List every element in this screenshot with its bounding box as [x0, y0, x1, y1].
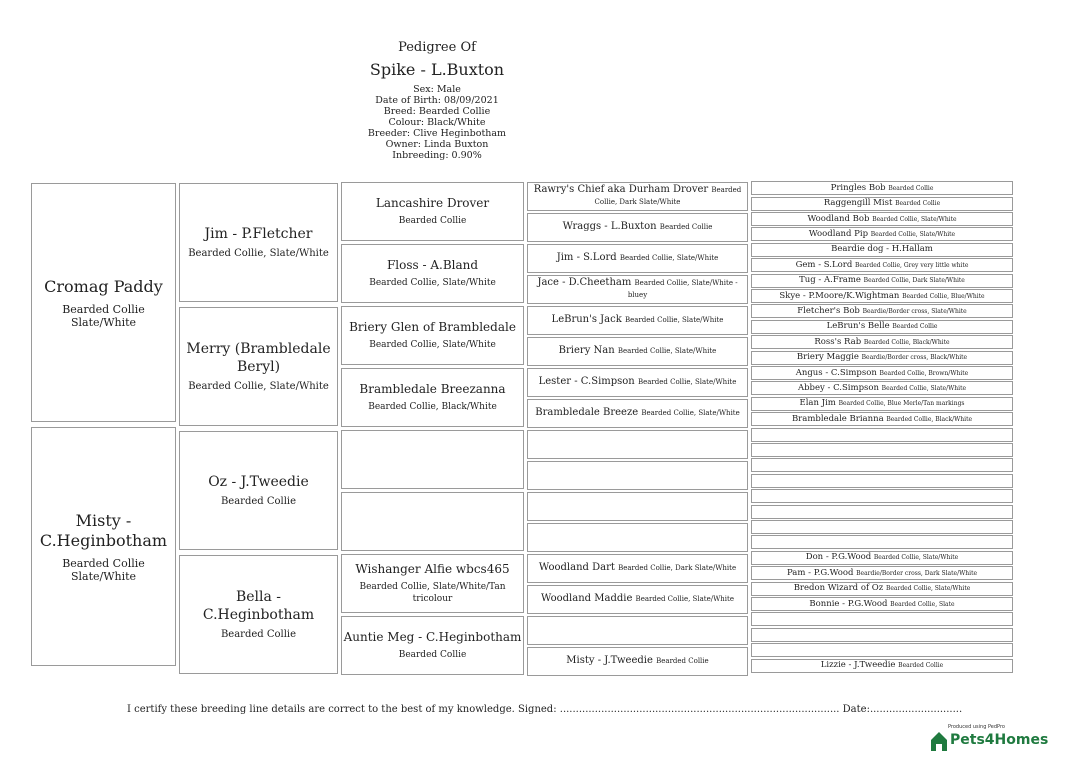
dog-title: Spike - L.Buxton	[369, 60, 505, 79]
ancestor-detail: Bearded Collie, Slate/White	[637, 378, 737, 386]
ancestor-detail: Bearded Collie, Slate/White	[885, 585, 971, 593]
ancestor-detail: Bearded Collie, Slate/White	[188, 381, 329, 392]
ancestor-detail: Beardie/Border cross, Slate/White	[862, 307, 967, 315]
ancestor-line	[797, 352, 967, 363]
ancestor-line	[798, 383, 966, 394]
ancestor-gen4-5	[527, 306, 748, 335]
ancestor-gen4-7	[527, 368, 748, 397]
ancestor-line	[796, 260, 969, 271]
ancestor-detail: Bearded Collie, Slate/White	[625, 316, 724, 324]
ancestor-gen2-3	[179, 431, 338, 550]
ancestor-gen4-8	[527, 399, 748, 428]
ancestor-name: LeBrun's Belle	[826, 321, 890, 332]
ancestor-line	[531, 184, 744, 208]
ancestor-name: Bonnie - P.G.Wood	[809, 598, 888, 609]
ancestor-line	[787, 568, 977, 579]
ancestor-line	[797, 306, 966, 317]
ancestor-gen5-8	[751, 289, 1013, 303]
ancestor-line	[806, 552, 958, 563]
ancestor-gen5-11	[751, 335, 1013, 349]
ancestor-name: Misty - C.Heginbotham	[39, 510, 168, 550]
ancestor-gen5-31	[751, 643, 1013, 657]
ancestor-name: Jim - P.Fletcher	[204, 226, 313, 242]
ancestor-name: Brambledale Breeze	[535, 407, 639, 418]
ancestor-detail: Bearded Collie	[220, 629, 297, 640]
ancestor-name: Brambledale Brianna	[791, 413, 884, 424]
ancestor-name: Fletcher's Bob	[797, 305, 860, 316]
ancestor-gen5-13	[751, 366, 1013, 380]
ancestor-name: Lizzie - J.Tweedie	[820, 660, 896, 671]
ancestor-name: Merry (Brambledale Beryl)	[186, 341, 331, 375]
ancestor-detail: Bearded Collie, Dark Slate/White	[863, 277, 965, 285]
ancestor-colour: Slate/White	[70, 569, 137, 583]
ancestor-name: Auntie Meg - C.Heginbotham	[343, 630, 522, 644]
ancestor-detail: Bearded Collie, Slate/White	[635, 595, 734, 603]
ancestor-detail: Bearded Collie, Brown/White	[879, 369, 969, 377]
ancestor-name: Misty - J.Tweedie	[566, 655, 653, 666]
ancestor-line	[799, 275, 965, 286]
ancestor-gen5-9	[751, 304, 1013, 318]
ancestor-gen4-3	[527, 244, 748, 273]
ancestor-name: Gem - S.Lord	[795, 259, 853, 270]
ancestor-gen3-4	[341, 368, 524, 427]
ancestor-detail: Bearded Collie, Slate/White	[641, 409, 740, 417]
ancestor-gen3-6	[341, 492, 524, 551]
owner-line: Owner: Linda Buxton	[385, 139, 489, 150]
ancestor-detail: Bearded Collie, Slate/White	[617, 347, 717, 355]
ancestor-name: Lester - C.Simpson	[538, 376, 635, 387]
ancestor-name: Cromag Paddy	[44, 276, 163, 296]
ancestor-name: Wraggs - L.Buxton	[562, 221, 657, 232]
ancestor-gen2-1	[179, 183, 338, 302]
ancestor-name: Briery Nan	[558, 345, 615, 356]
ancestor-line	[531, 277, 744, 301]
ancestor-detail: Bearded Collie, Slate/White	[870, 230, 956, 238]
ancestor-gen5-32	[751, 659, 1013, 673]
ancestor-gen4-14	[527, 585, 748, 614]
ancestor-gen3-5	[341, 430, 524, 489]
ancestor-gen3-3	[341, 306, 524, 365]
ancestor-gen5-16	[751, 412, 1013, 426]
ancestor-name: Don - P.G.Wood	[805, 552, 872, 563]
ancestor-breed: Bearded Collie	[62, 302, 145, 316]
ancestor-line	[794, 583, 971, 594]
ancestor-line	[831, 244, 933, 255]
ancestor-gen5-6	[751, 258, 1013, 272]
ancestor-gen5-7	[751, 274, 1013, 288]
ancestor-gen5-19	[751, 458, 1013, 472]
ancestor-name: Woodland Dart	[538, 562, 615, 573]
ancestor-detail: Bearded Collie	[656, 657, 709, 665]
ancestor-line	[539, 376, 737, 388]
ancestor-detail: Bearded Collie, Slate/White	[873, 554, 959, 562]
ancestor-gen5-15	[751, 397, 1013, 411]
ancestor-name: Lancashire Drover	[375, 196, 490, 210]
ancestor-gen5-4	[751, 227, 1013, 241]
ancestor-gen5-23	[751, 520, 1013, 534]
ancestor-gen4-16	[527, 647, 748, 676]
ancestor-detail: Bearded Collie	[220, 496, 297, 507]
ancestor-detail: Bearded Collie, Black/White	[368, 402, 497, 412]
ancestor-name: Woodland Maddie	[541, 593, 633, 604]
ancestor-detail: Bearded Collie, Black/White	[886, 415, 973, 423]
ancestor-detail: Bearded Collie, Slate/White	[188, 248, 329, 259]
breed-line: Breed: Bearded Collie	[383, 106, 491, 117]
ancestor-gen4-4	[527, 275, 748, 304]
ancestor-breed: Bearded Collie	[62, 556, 145, 570]
ancestor-detail: Bearded Collie, Black/White	[863, 338, 950, 346]
ancestor-gen4-1	[527, 182, 748, 211]
pets4homes-logo	[930, 722, 1060, 754]
ancestor-detail: Bearded Collie, Blue Merle/Tan markings	[838, 400, 965, 408]
ancestor-line	[831, 183, 934, 194]
ancestor-line	[796, 368, 968, 379]
colour-line: Colour: Black/White	[388, 117, 486, 128]
certification-line: I certify these breeding line details are correct to the best of my knowledge. Signed: ........................................................................................ Date:.............................	[127, 704, 963, 715]
ancestor-detail: Bearded Collie	[398, 650, 467, 660]
ancestor-line	[535, 407, 740, 419]
dob-line: Date of Birth: 08/09/2021	[375, 95, 499, 106]
ancestor-detail: Bearded Collie, Dark Slate/White	[594, 186, 742, 206]
ancestor-detail: Beardie/Border cross, Dark Slate/White	[856, 569, 978, 577]
ancestor-line	[557, 252, 719, 264]
ancestor-name: Woodland Pip	[808, 228, 869, 239]
ancestor-detail: Bearded Collie	[398, 216, 467, 226]
ancestor-gen1-2	[31, 427, 176, 666]
ancestor-name: Briery Maggie	[796, 352, 859, 363]
ancestor-detail: Bearded Collie, Slate/White	[369, 340, 496, 350]
ancestor-gen5-14	[751, 381, 1013, 395]
ancestor-gen2-2	[179, 307, 338, 426]
ancestor-detail: Bearded Collie	[659, 223, 713, 231]
ancestor-gen5-3	[751, 212, 1013, 226]
ancestor-line	[779, 291, 984, 302]
ancestor-name: Elan Jim	[799, 398, 836, 409]
ancestor-detail: Bearded Collie, Dark Slate/White	[618, 564, 737, 572]
ancestor-detail: Bearded Collie	[898, 662, 944, 670]
ancestor-gen4-10	[527, 461, 748, 490]
ancestor-gen5-2	[751, 197, 1013, 211]
ancestor-line	[559, 345, 717, 357]
ancestor-gen4-9	[527, 430, 748, 459]
inbreeding-line: Inbreeding: 0.90%	[392, 150, 482, 161]
ancestor-gen5-18	[751, 443, 1013, 457]
ancestor-name: Briery Glen of Brambledale	[349, 320, 516, 334]
ancestor-name: Beardie dog - H.Hallam	[831, 244, 933, 255]
ancestor-gen3-2	[341, 244, 524, 303]
ancestor-line	[824, 198, 940, 209]
dog-details	[337, 84, 537, 161]
ancestor-name: Jim - S.Lord	[556, 252, 617, 263]
ancestor-gen4-12	[527, 523, 748, 552]
ancestor-gen4-13	[527, 554, 748, 583]
ancestor-detail: Bearded Collie, Slate/White	[619, 254, 719, 262]
ancestor-line	[541, 593, 734, 605]
ancestor-line	[566, 655, 708, 667]
ancestor-detail: Bearded Collie	[888, 184, 934, 192]
ancestor-line	[539, 562, 736, 574]
ancestor-name: Pringles Bob	[830, 182, 886, 193]
house-icon	[930, 730, 948, 752]
ancestor-detail: Bearded Collie, Grey very little white	[854, 261, 969, 269]
ancestor-gen5-5	[751, 243, 1013, 257]
ancestor-name: Bredon Wizard of Oz	[793, 583, 884, 594]
ancestor-gen2-4	[179, 555, 338, 674]
ancestor-name: Ross's Rab	[814, 336, 862, 347]
ancestor-name: Tug - A.Frame	[799, 275, 861, 286]
ancestor-line	[563, 221, 713, 233]
ancestor-colour: Slate/White	[70, 315, 137, 329]
ancestor-name: Oz - J.Tweedie	[208, 474, 309, 490]
ancestor-name: Raggengill Mist	[823, 198, 893, 209]
ancestor-detail: Bearded Collie, Slate/White/Tan tricolour	[359, 582, 506, 604]
ancestor-line	[800, 398, 965, 409]
ancestor-detail: Bearded Collie	[892, 323, 938, 331]
ancestor-gen5-27	[751, 582, 1013, 596]
ancestor-gen5-12	[751, 351, 1013, 365]
ancestor-gen1-1	[31, 183, 176, 422]
ancestor-gen5-26	[751, 566, 1013, 580]
ancestor-gen5-22	[751, 505, 1013, 519]
ancestor-gen3-8	[341, 616, 524, 675]
ancestor-name: Woodland Bob	[807, 213, 870, 224]
brand-name: Pets4Homes	[950, 732, 1049, 748]
ancestor-line	[827, 321, 938, 332]
ancestor-line	[814, 337, 949, 348]
ancestor-line	[809, 599, 954, 610]
ancestor-gen5-24	[751, 535, 1013, 549]
pedigree-header	[337, 40, 537, 161]
ancestor-gen4-2	[527, 213, 748, 242]
ancestor-gen5-10	[751, 320, 1013, 334]
ancestor-name: Rawry's Chief aka Durham Drover	[533, 184, 709, 195]
ancestor-detail: Bearded Collie, Slate/White	[881, 384, 967, 392]
breeder-line: Breeder: Clive Heginbotham	[367, 128, 507, 139]
ancestor-detail: Bearded Collie, Slate/White	[369, 278, 496, 288]
ancestor-line	[807, 214, 956, 225]
pedigree-of-label: Pedigree Of	[398, 40, 476, 55]
sex-line: Sex: Male	[413, 84, 461, 95]
ancestor-detail: Bearded Collie, Blue/White	[902, 292, 985, 300]
ancestor-gen5-29	[751, 612, 1013, 626]
ancestor-name: Skye - P.Moore/K.Wightman	[779, 290, 900, 301]
ancestor-name: Floss - A.Bland	[386, 258, 479, 272]
ancestor-line	[809, 229, 955, 240]
ancestor-gen5-30	[751, 628, 1013, 642]
ancestor-gen5-17	[751, 428, 1013, 442]
ancestor-gen5-1	[751, 181, 1013, 195]
ancestor-gen4-11	[527, 492, 748, 521]
ancestor-gen4-15	[527, 616, 748, 645]
ancestor-detail: Bearded Collie, Slate/White - bluey	[627, 279, 738, 299]
ancestor-name: Abbey - C.Simpson	[797, 382, 879, 393]
ancestor-gen5-25	[751, 551, 1013, 565]
ancestor-line	[821, 660, 943, 671]
ancestor-name: Bella - C.Heginbotham	[202, 589, 315, 623]
ancestor-line	[552, 314, 724, 326]
ancestor-name: Jace - D.Cheetham	[537, 277, 632, 288]
ancestor-gen5-21	[751, 489, 1013, 503]
ancestor-gen5-28	[751, 597, 1013, 611]
ancestor-name: Angus - C.Simpson	[795, 367, 877, 378]
ancestor-detail: Bearded Collie	[895, 200, 941, 208]
ancestor-detail: Bearded Collie, Slate/White	[872, 215, 957, 223]
produced-by-label: Produced using PedPro	[948, 724, 1005, 730]
ancestor-name: Pam - P.G.Wood	[786, 567, 854, 578]
ancestor-gen3-1	[341, 182, 524, 241]
ancestor-gen4-6	[527, 337, 748, 366]
ancestor-gen5-20	[751, 474, 1013, 488]
ancestor-detail: Beardie/Border cross, Black/White	[861, 354, 968, 362]
ancestor-detail: Bearded Collie, Slate	[890, 600, 955, 608]
ancestor-gen3-7	[341, 554, 524, 613]
ancestor-name: Brambledale Breezanna	[359, 382, 506, 396]
ancestor-line	[792, 414, 972, 425]
ancestor-name: Wishanger Alfie wbcs465	[355, 562, 510, 576]
ancestor-name: LeBrun's Jack	[551, 314, 622, 325]
